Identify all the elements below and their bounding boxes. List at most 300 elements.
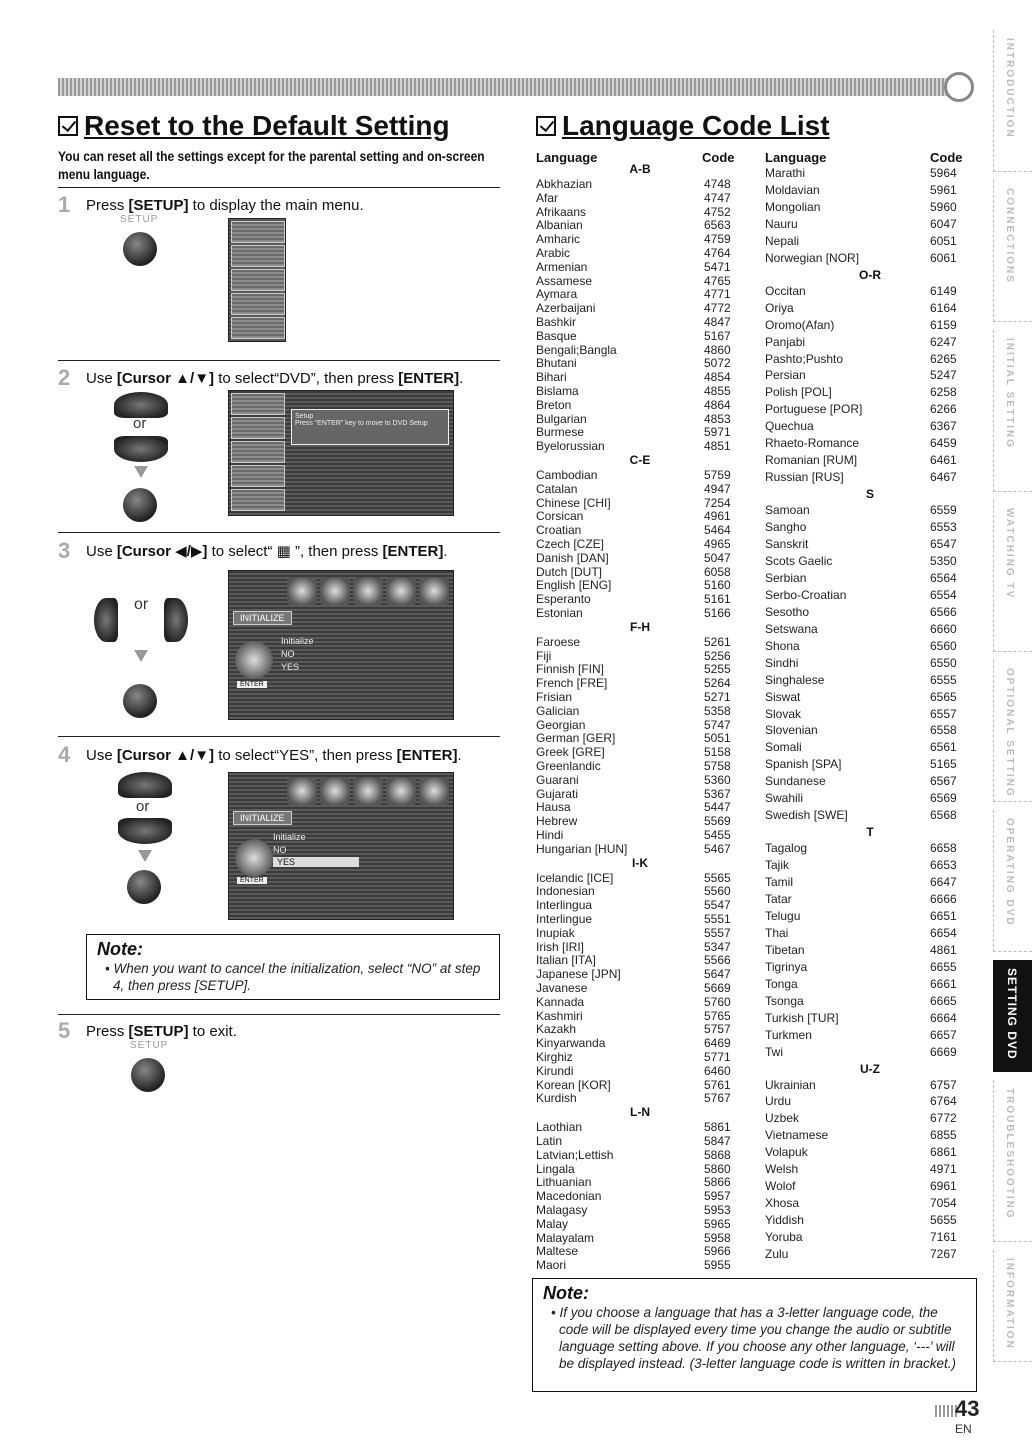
sidebar-tab-label: CONNECTIONS [1004,188,1015,284]
language-code: 5569 [704,814,731,829]
language-code: 6555 [930,672,957,687]
language-name: Bislama [536,384,579,398]
language-name: Tagalog [765,841,808,856]
section-heading: U-Z [860,1061,880,1076]
language-name: Lithuanian [536,1175,592,1190]
language-name: Hungarian [HUN] [536,841,628,856]
language-code: 5557 [704,925,731,940]
language-code: 5161 [704,592,731,607]
language-code: 5247 [930,368,957,383]
language-name: Sindhi [765,655,799,670]
or-text: or [133,415,147,432]
dvd-menu-screen [228,390,454,516]
col-header-code: Code [930,150,963,165]
language-code: 5964 [930,166,957,180]
language-code: 6563 [704,218,731,233]
language-code: 6658 [930,841,957,856]
language-code: 5760 [704,994,731,1009]
language-code: 5957 [704,1189,731,1204]
language-code: 5971 [704,425,731,440]
sidebar-tab[interactable] [993,1250,1032,1362]
step-text: Press [SETUP] to exit. [86,1022,237,1040]
language-code: 7267 [930,1247,957,1261]
language-name: Samoan [765,503,810,518]
or-text: or [134,596,149,613]
language-code: 5759 [704,468,731,482]
step-4 [58,742,462,768]
language-name: Slovak [765,706,802,721]
language-name: Slovenian [765,723,818,738]
language-code: 4855 [704,384,731,398]
language-name: Croatian [536,523,582,538]
language-name: Latvian;Lettish [536,1147,614,1162]
language-name: Somali [765,740,802,755]
language-code: 5447 [704,800,731,815]
language-name: Burmese [536,425,585,440]
language-code: 6564 [930,570,957,585]
language-name: Tatar [765,892,792,906]
language-name: Galician [536,703,580,718]
language-name: Georgian [536,717,586,732]
section-heading: I-K [632,855,648,870]
language-code: 5350 [930,553,957,568]
language-name: Setswana [765,621,818,636]
language-name: Portuguese [POR] [765,402,863,417]
section-heading: S [865,487,874,502]
language-name: Maltese [536,1244,579,1259]
language-code: 4860 [704,342,731,357]
language-name: Siswat [765,689,801,704]
cursor-up-icon [118,772,172,798]
section-heading: F-H [630,619,650,634]
checkbox-icon [536,116,556,136]
sidebar-tab[interactable] [993,500,1032,652]
note-body: • If you choose a language that has a 3-letter language code, the code will be displayed every time you change the audio or subtitle language setting above. If you choose any other language, ‘---’ will be displayed instead. (3-letter language code is written in bracket.) [551,1305,956,1371]
language-code: 6666 [930,892,957,906]
step-3 [58,538,448,564]
language-code: 5551 [704,912,731,926]
language-code: 6654 [930,925,957,940]
language-name: Hausa [536,800,571,815]
header-band-end [944,72,974,102]
language-code: 6061 [930,250,957,265]
language-code: 5560 [704,884,731,899]
language-code: 5965 [704,1216,731,1231]
language-name: Finnish [FIN] [536,662,605,677]
language-name: Occitan [765,283,806,298]
language-code: 6565 [930,689,957,704]
language-code: 4947 [704,481,731,496]
language-code: 5847 [704,1134,731,1148]
language-code: 4961 [704,509,731,524]
language-name: Zulu [765,1247,789,1261]
language-name: Japanese [JPN] [536,967,621,982]
language-name: Mongolian [765,199,821,214]
language-name: Amharic [536,232,581,247]
language-code: 6664 [930,1010,957,1025]
language-code: 5358 [704,703,731,718]
language-code: 6855 [930,1128,957,1143]
cursor-down-icon [114,436,168,462]
language-code: 7054 [930,1196,957,1211]
language-name: English [ENG] [536,578,612,593]
language-name: Kannada [536,994,585,1009]
language-name: Armenian [536,259,588,274]
language-name: Fiji [536,648,552,663]
language-code: 5655 [930,1213,957,1228]
language-code: 5455 [704,828,731,842]
language-name: Kazakh [536,1022,577,1037]
language-code: 4765 [704,273,731,288]
language-name: Kurdish [536,1091,577,1106]
col-header-code: Code [702,150,735,165]
col-header-language: Language [536,150,598,165]
language-name: Breton [536,397,572,412]
sidebar-tab-label: INFORMATION [1004,1258,1015,1350]
language-code: 4965 [704,537,731,551]
language-code: 6367 [930,419,957,434]
sidebar-tab-label: INITIAL SETTING [1004,338,1015,449]
language-name: Panjabi [765,334,806,349]
sidebar-tab-label: WATCHING TV [1004,508,1015,600]
page-language: EN [955,1422,972,1436]
language-name: Tonga [765,976,798,991]
language-name: Tibetan [765,942,805,957]
cursor-right-icon [164,598,188,642]
sidebar-tab-label: INTRODUCTION [1004,38,1015,139]
sidebar-tab[interactable] [993,330,1032,492]
language-name: Gujarati [536,786,579,801]
language-code: 5367 [704,786,731,801]
language-name: Czech [CZE] [536,537,605,551]
language-name: Wolof [765,1179,796,1194]
language-code: 5953 [704,1203,731,1217]
step-number: 1 [58,192,71,217]
language-name: Afrikaans [536,204,587,219]
language-code: 4748 [704,177,731,191]
language-name: Bengali;Bangla [536,342,617,357]
language-code: 5467 [704,841,731,856]
language-name: Nepali [765,233,800,248]
language-code: 4854 [704,370,731,385]
language-code: 6149 [930,283,957,298]
language-code: 4861 [930,942,957,957]
language-code: 5757 [704,1022,731,1037]
language-name: Sesotho [765,604,810,619]
language-name: Estonian [536,606,583,620]
language-name: Byelorussian [536,439,605,454]
language-name: Bashkir [536,315,577,329]
language-code: 4864 [704,397,731,412]
language-name: Tajik [765,858,790,873]
language-name: Faroese [536,634,581,649]
language-name: Uzbek [765,1111,800,1126]
language-code: 6557 [930,706,957,721]
setup-button-icon [131,1058,165,1092]
enter-tag: ENTER [237,877,267,884]
language-name: Aymara [536,287,578,302]
language-name: Frisian [536,690,573,704]
section-tabs [993,30,1032,1410]
language-code: 6655 [930,959,957,974]
language-name: Greenlandic [536,759,601,773]
language-code: 6459 [930,436,957,451]
language-code: 5165 [930,757,957,772]
language-code: 4851 [704,439,731,454]
language-code: 4772 [704,301,731,316]
or-text: or [136,798,150,815]
language-name: Twi [765,1044,783,1059]
note-body: • When you want to cancel the initialization, select “NO” at step 4, then press [SETUP]. [105,961,481,993]
sidebar-tab[interactable] [993,30,1032,172]
language-name: Esperanto [536,592,591,607]
language-name: Greek [GRE] [536,745,605,760]
yes-option-highlight: YES [273,857,359,867]
language-name: Moldavian [765,182,820,197]
language-name: Ukrainian [765,1077,816,1092]
sidebar-tab[interactable] [993,660,1032,802]
enter-button-icon [123,488,157,522]
language-code: 5255 [704,662,731,677]
step-number: 2 [58,365,71,390]
language-code: 5955 [704,1258,731,1273]
then-arrow-icon [138,850,152,862]
language-code: 6660 [930,621,957,636]
language-name: Polish [POL] [765,385,832,400]
language-code: 5747 [704,717,731,732]
language-name: Singhalese [765,672,825,687]
reset-lead-text: You can reset all the settings except for the parental setting and on-screen menu language. [58,148,485,182]
language-code: 5771 [704,1050,731,1064]
step-text: Use [Cursor ▲/▼] to select“DVD”, then press [ENTER]. [86,369,464,387]
language-code: 6247 [930,334,957,349]
sidebar-tab[interactable] [993,960,1032,1072]
language-code: 5072 [704,356,731,371]
language-code: 5860 [704,1161,731,1176]
dpad-icon [235,839,273,877]
language-code: 5160 [704,578,731,593]
step-number: 3 [58,538,71,563]
language-name: Malay [536,1216,569,1231]
language-code: 5166 [704,606,731,620]
step-2 [58,365,463,391]
language-name: Spanish [SPA] [765,757,842,772]
language-code: 6558 [930,723,957,738]
sidebar-tab-label: OPERATING DVD [1004,818,1015,927]
language-name: Sundanese [765,774,826,789]
sidebar-tab-label: SETTING DVD [1005,968,1019,1060]
language-name: Sanskrit [765,537,809,551]
language-code: 5565 [704,870,731,885]
language-name: Bihari [536,370,567,385]
language-code: 5256 [704,648,731,663]
language-code: 6647 [930,875,957,890]
divider [58,532,500,533]
language-code: 6550 [930,655,957,670]
language-name: Interlingua [536,898,593,913]
language-name: Volapuk [765,1145,808,1160]
language-name: Bhutani [536,356,577,371]
language-code: 6266 [930,402,957,417]
language-name: Sangho [765,520,807,535]
language-code: 5765 [704,1008,731,1023]
language-code: 4747 [704,190,731,205]
initialize-yes-screen [228,772,454,920]
language-name: Assamese [536,273,593,288]
language-name: Irish [IRI] [536,939,585,954]
language-name: Vietnamese [765,1128,829,1143]
language-code: 6861 [930,1145,957,1160]
language-code: 4847 [704,315,731,329]
language-name: Kinyarwanda [536,1036,606,1051]
language-name: Cambodian [536,468,598,482]
language-note [532,1278,977,1392]
language-name: Oromo(Afan) [765,317,835,332]
language-code: 6661 [930,976,957,991]
language-name: Kashmiri [536,1008,583,1023]
language-code: 5167 [704,328,731,343]
language-code: 5861 [704,1120,731,1135]
language-code: 6653 [930,858,957,873]
language-code: 5866 [704,1175,731,1190]
language-code: 4971 [930,1162,957,1177]
language-code: 6665 [930,993,957,1008]
language-code: 6669 [930,1044,957,1059]
language-code: 6651 [930,908,957,923]
language-name: Russian [RUS] [765,470,844,485]
initialize-label: INITIALIZE [233,611,292,625]
language-name: Serbo-Croatian [765,587,847,602]
language-code: 5464 [704,523,731,538]
language-code: 5566 [704,953,731,968]
language-name: Arabic [536,246,571,260]
language-code: 5047 [704,550,731,565]
language-name: Marathi [765,166,806,180]
initialize-options: Initialize NO [273,832,306,855]
language-code: 5868 [704,1147,731,1162]
language-name: Hebrew [536,814,578,829]
language-name: Laothian [536,1120,583,1135]
step-text: Press [SETUP] to display the main menu. [86,196,364,214]
language-name: Malagasy [536,1203,588,1217]
language-name: Abkhazian [536,177,593,191]
language-name: Kirundi [536,1063,574,1078]
main-menu-screen [228,218,286,342]
language-name: Tigrinya [765,959,808,974]
language-name: Serbian [765,570,807,585]
language-code: 4764 [704,246,731,260]
language-code: 5264 [704,676,731,691]
dpad-icon [235,641,273,679]
language-code: 6764 [930,1094,957,1109]
language-name: Persian [765,368,806,383]
language-code: 6258 [930,385,957,400]
language-name: Romanian [RUM] [765,453,858,468]
language-name: Icelandic [ICE] [536,870,614,885]
language-name: Urdu [765,1094,792,1109]
language-code: 6568 [930,808,957,823]
divider [58,1014,500,1015]
language-code: 6561 [930,740,957,755]
language-code: 6265 [930,351,957,366]
section-heading: C-E [629,453,651,467]
language-name: Lingala [536,1161,575,1176]
language-name: Bulgarian [536,411,587,426]
setup-button-icon [123,232,157,266]
cursor-left-icon [94,598,118,642]
language-code: 6047 [930,216,957,231]
step-1 [58,192,364,218]
language-code: 6461 [930,453,957,468]
language-name: Yiddish [765,1213,804,1228]
language-name: Pashto;Pushto [765,351,844,366]
language-name: Chinese [CHI] [536,495,611,510]
enter-button-icon [127,870,161,904]
language-code: 6159 [930,317,957,332]
language-code: 5960 [930,199,957,214]
language-name: Swedish [SWE] [765,808,848,823]
language-name: Catalan [536,481,578,496]
language-code: 6569 [930,791,957,806]
setup-caption: SETUP [120,214,159,225]
language-code: 6772 [930,1111,957,1126]
language-code: 6051 [930,233,957,248]
sidebar-tab[interactable] [993,810,1032,952]
language-code: 5767 [704,1091,731,1106]
setup-message: Setup Press “ENTER” key to move to DVD Setup [291,409,449,445]
language-code: 6460 [704,1063,731,1078]
enter-tag: ENTER [237,681,267,688]
language-code: 4759 [704,232,731,247]
language-code: 5758 [704,759,731,773]
page-number-decoration [935,1405,957,1417]
step-text: Use [Cursor ◀/▶] to select“ ▦ ”, then press [ENTER]. [86,543,448,560]
language-code: 7254 [704,495,731,510]
reset-note [86,934,500,1000]
language-code: 7161 [930,1230,957,1245]
note-title: Note: [543,1283,589,1303]
language-name: Corsican [536,509,584,524]
sidebar-tab[interactable] [993,180,1032,322]
language-code: 6547 [930,537,957,551]
language-code: 4853 [704,411,731,426]
language-code: 5966 [704,1244,731,1259]
language-name: Korean [KOR] [536,1077,611,1092]
language-code-title: Language Code List [536,110,830,142]
language-name: Nauru [765,216,798,231]
language-code: 6058 [704,564,731,579]
language-code: 5471 [704,259,731,274]
language-code: 5360 [704,772,731,787]
language-name: Yoruba [765,1230,803,1245]
reset-title: Reset to the Default Setting [58,110,450,142]
language-code: 6554 [930,587,957,602]
initialize-label: INITIALIZE [233,811,292,825]
language-code: 5051 [704,731,731,746]
language-name: Dutch [DUT] [536,564,603,579]
note-title: Note: [97,939,143,959]
language-code: 6567 [930,774,957,789]
language-name: Scots Gaelic [765,553,833,568]
language-code: 6469 [704,1036,731,1051]
language-code: 4752 [704,204,731,219]
language-code: 5158 [704,745,731,760]
language-code: 6559 [930,503,957,518]
language-name: Basque [536,328,577,343]
sidebar-tab[interactable] [993,1080,1032,1242]
section-heading: A-B [629,162,651,176]
language-name: Quechua [765,419,814,434]
